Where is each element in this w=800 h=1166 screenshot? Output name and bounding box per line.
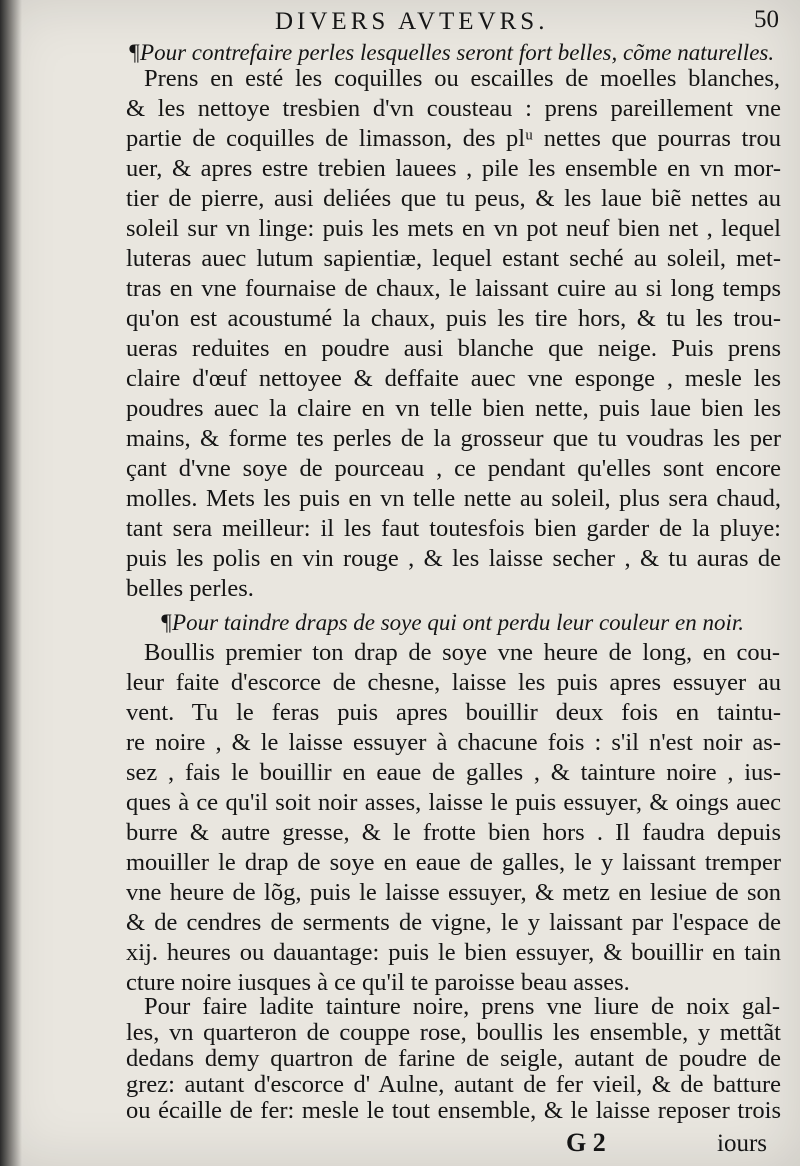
- running-head: DIVERS AVTEVRS.: [275, 8, 549, 35]
- text-line: burre & autre gresse, & le frotte bien hors . Il faudra depuis: [126, 819, 781, 846]
- text-line: tras en vne fournaise de chaux, le laissant cuire au si long temps: [126, 275, 781, 302]
- text-line: qu'on est acoustumé la chaux, puis les tire hors, & tu les trou-: [126, 305, 781, 332]
- text-line: molles. Mets les puis en vn telle nette au soleil, plus sera chaud,: [126, 485, 781, 512]
- text-line: soleil sur vn linge: puis les mets en vn pot neuf bien net , lequel: [126, 215, 781, 242]
- text-line: tant sera meilleur: il les faut toutesfois bien garder de la pluye:: [126, 515, 781, 542]
- text-line: & les nettoye tresbien d'vn cousteau : prens pareillement vne: [126, 95, 781, 122]
- catchword: iours: [717, 1130, 767, 1157]
- text-line: tier de pierre, ausi deliées que tu peus, & les laue biẽ nettes au: [126, 185, 781, 212]
- text-line: belles perles.: [126, 575, 254, 602]
- section-heading: ¶Pour contrefaire perles lesquelles seront fort belles, cõme naturelles.: [128, 40, 775, 65]
- text-line: Prens en esté les coquilles ou escailles de moelles blanches,: [144, 65, 780, 92]
- text-line: çant d'vne soye de pourceau , ce pendant qu'elles sont encore: [126, 455, 781, 482]
- text-line: re noire , & le laisse essuyer à chacune fois : s'il n'est noir as-: [126, 729, 781, 756]
- page-number: 50: [754, 6, 779, 33]
- text-line: sez , fais le bouillir en eaue de galles , & tainture noire , ius-: [126, 759, 781, 786]
- text-line: mains, & forme tes perles de la grosseur que tu voudras les per: [126, 425, 781, 452]
- text-line: luteras auec lutum sapientiæ, lequel estant seché au soleil, met-: [126, 245, 781, 272]
- text-line: vne heure de lõg, puis le laisse essuyer, & metz en lesiue de son: [126, 879, 781, 906]
- text-line: vent. Tu le feras puis apres bouillir deux fois en taintu-: [126, 699, 781, 726]
- text-line: Pour faire ladite tainture noire, prens vne liure de noix gal-: [144, 993, 780, 1020]
- signature-mark: G 2: [566, 1128, 606, 1157]
- text-line: puis les polis en vin rouge , & les laisse secher , & tu auras de: [126, 545, 781, 572]
- text-line: poudres auec la claire en vn telle bien nette, puis laue bien les: [126, 395, 781, 422]
- text-line: grez: autant d'escorce d' Aulne, autant de fer vieil, & de batture: [126, 1071, 781, 1098]
- text-line: xij. heures ou dauantage: puis le bien essuyer, & bouillir en tain: [126, 939, 781, 966]
- text-line: cture noire iusques à ce qu'il te paroisse beau asses.: [126, 969, 630, 996]
- text-line: ques à ce qu'il soit noir asses, laisse le puis essuyer, & oings auec: [126, 789, 781, 816]
- text-line: claire d'œuf nettoyee & deffaite auec vne esponge , mesle les: [126, 365, 781, 392]
- section-heading: ¶Pour taindre draps de soye qui ont perdu leur couleur en noir.: [160, 610, 744, 635]
- text-line: mouiller le drap de soye en eaue de galles, le y laissant tremper: [126, 849, 781, 876]
- text-line: partie de coquilles de limasson, des plᵘ nettes que pourras trou: [126, 125, 781, 152]
- text-line: les, vn quarteron de couppe rose, boullis les ensemble, y mettãt: [126, 1019, 781, 1046]
- text-line: Boullis premier ton drap de soye vne heure de long, en cou-: [144, 639, 780, 666]
- text-line: & de cendres de serments de vigne, le y laissant par l'espace de: [126, 909, 781, 936]
- text-line: uer, & apres estre trebien lauees , pile les ensemble en vn mor-: [126, 155, 781, 182]
- text-line: dedans demy quartron de farine de seigle, autant de poudre de: [126, 1045, 781, 1072]
- text-line: leur faite d'escorce de chesne, laisse les puis apres essuyer au: [126, 669, 781, 696]
- text-line: ou écaille de fer: mesle le tout ensemble, & le laisse reposer trois: [126, 1097, 781, 1124]
- text-line: ueras reduites en poudre ausi blanche que neige. Puis prens: [126, 335, 781, 362]
